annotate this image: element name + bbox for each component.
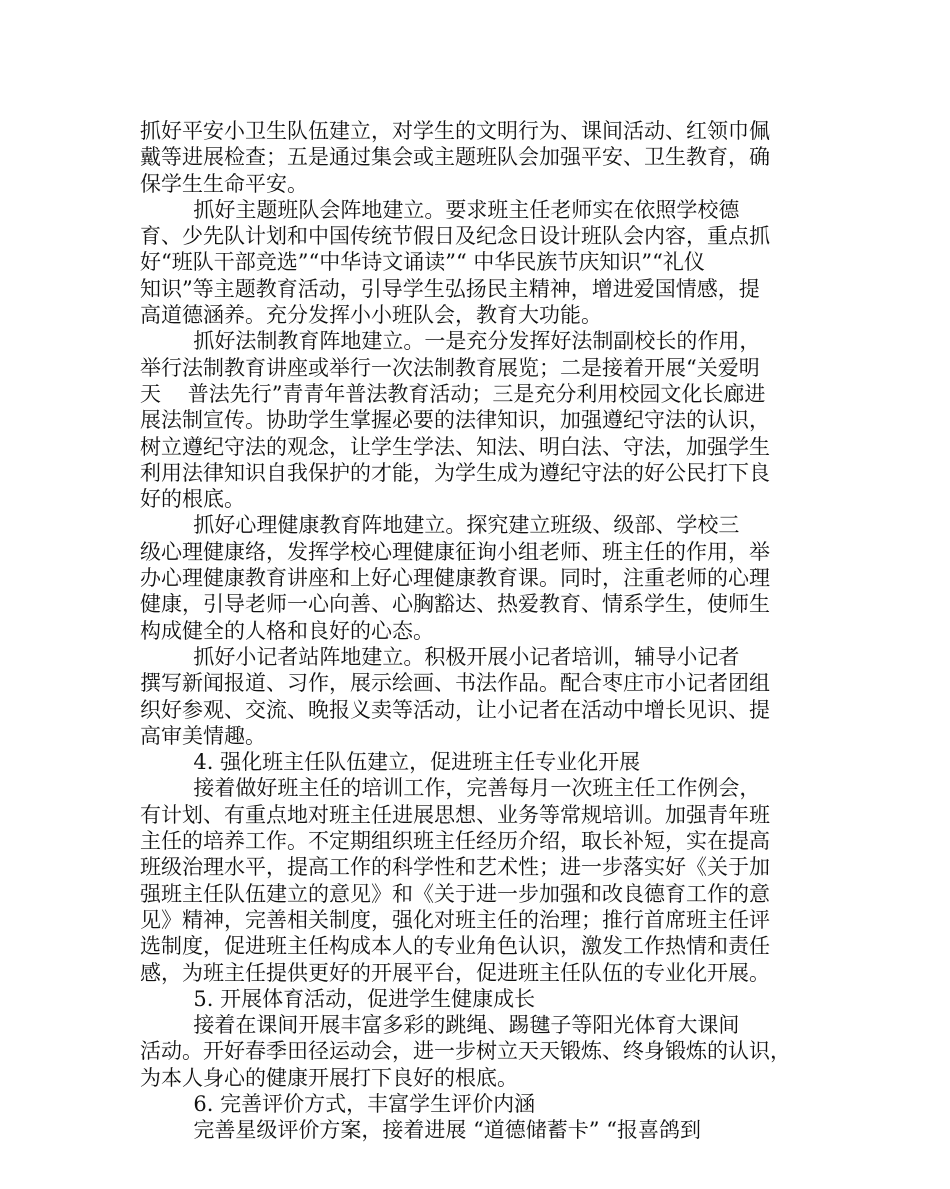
text-line: 织好参观、交流、晚报义卖等活动，让小记者在活动中增长见识、提 bbox=[140, 697, 770, 722]
text-line: 展法制宣传。协助学生掌握必要的法律知识，加强遵纪守法的认识， bbox=[140, 408, 770, 433]
text-line: 6. 完善评价方式，丰富学生评价内涵 bbox=[140, 1091, 536, 1116]
text-line: 完善星级评价方案，接着进展 “道德储蓄卡” “报喜鸽到 bbox=[140, 1118, 701, 1143]
document-body bbox=[140, 118, 826, 1144]
text-line: 见》精神，完善相关制度，强化对班主任的治理；推行首席班主任评 bbox=[140, 907, 770, 932]
text-line: 选制度，促进班主任构成本人的专业角色认识，激发工作热情和责任 bbox=[140, 934, 770, 959]
text-line: 构成健全的人格和良好的心态。 bbox=[140, 618, 434, 643]
text-line: 高审美情趣。 bbox=[140, 723, 266, 748]
text-line: 班级治理水平，提高工作的科学性和艺术性；进一步落实好《关于加 bbox=[140, 855, 770, 880]
text-line: 高道德涵养。充分发挥小小班队会，教育大功能。 bbox=[140, 303, 602, 328]
text-line: 保学生生命平安。 bbox=[140, 171, 308, 196]
text-line: 抓好心理健康教育阵地建立。探究建立班级、级部、学校三 bbox=[140, 513, 740, 538]
text-line: 为本人身心的健康开展打下良好的根底。 bbox=[140, 1065, 518, 1090]
text-line: 办心理健康教育讲座和上好心理健康教育课。同时，注重老师的心理 bbox=[140, 566, 770, 591]
text-line: 树立遵纪守法的观念，让学生学法、知法、明白法、守法，加强学生 bbox=[140, 434, 770, 459]
text-line: 好“班队干部竞选”“中华诗文诵读”“ 中华民族节庆知识”“礼仪 bbox=[140, 250, 705, 275]
text-line: 5. 开展体育活动，促进学生健康成长 bbox=[140, 986, 536, 1011]
text-line: 级心理健康络，发挥学校心理健康征询小组老师、班主任的作用，举 bbox=[140, 539, 770, 564]
text-line: 有计划、有重点地对班主任进展思想、业务等常规培训。加强青年班 bbox=[140, 802, 770, 827]
text-line: 4. 强化班主任队伍建立，促进班主任专业化开展 bbox=[140, 750, 641, 775]
text-line: 抓好主题班队会阵地建立。要求班主任老师实在依照学校德 bbox=[140, 197, 740, 222]
text-line: 戴等进展检查；五是通过集会或主题班队会加强平安、卫生教育，确 bbox=[140, 145, 770, 170]
text-line: 抓好平安小卫生队伍建立，对学生的文明行为、课间活动、红领巾佩 bbox=[140, 119, 770, 143]
text-line: 举行法制教育讲座或举行一次法制教育展览；二是接着开展“关爱明 bbox=[140, 355, 760, 380]
text-line: 主任的培养工作。不定期组织班主任经历介绍，取长补短，实在提高 bbox=[140, 829, 770, 854]
text-line: 健康，引导老师一心向善、心胸豁达、热爱教育、情系学生，使师生 bbox=[140, 592, 770, 617]
text-line: 活动。开好春季田径运动会，进一步树立天天锻炼、终身锻炼的认识， bbox=[140, 1039, 791, 1064]
text-line: 强班主任队伍建立的意见》和《关于进一步加强和改良德育工作的意 bbox=[140, 881, 770, 906]
text-line: 天 普法先行”青青年普法教育活动；三是充分利用校园文化长廊进 bbox=[140, 381, 766, 406]
text-line: 抓好小记者站阵地建立。积极开展小记者培训，辅导小记者 bbox=[140, 644, 740, 669]
text-line: 育、少先队计划和中国传统节假日及纪念日设计班队会内容，重点抓 bbox=[140, 224, 770, 249]
text-line: 抓好法制教育阵地建立。一是充分发挥好法制副校长的作用， bbox=[140, 329, 761, 354]
text-line: 感，为班主任提供更好的开展平台，促进班主任队伍的专业化开展。 bbox=[140, 960, 770, 985]
text-line: 撰写新闻报道、习作，展示绘画、书法作品。配合枣庄市小记者团组 bbox=[140, 671, 770, 696]
text-line: 知识”等主题教育活动，引导学生弘扬民主精神，增进爱国情感，提 bbox=[140, 276, 760, 301]
text-line: 利用法律知识自我保护的才能，为学生成为遵纪守法的好公民打下良 bbox=[140, 460, 770, 485]
text-line: 接着做好班主任的培训工作，完善每月一次班主任工作例会， bbox=[140, 776, 761, 801]
text-line: 好的根底。 bbox=[140, 487, 245, 512]
text-line: 接着在课间开展丰富多彩的跳绳、踢毽子等阳光体育大课间 bbox=[140, 1013, 740, 1038]
